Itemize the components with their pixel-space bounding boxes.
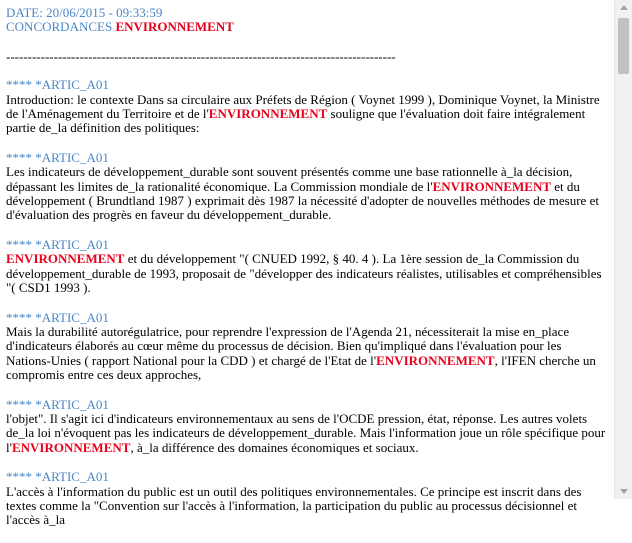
article-tag: **** *ARTIC_A01	[6, 396, 109, 412]
article-tag: **** *ARTIC_A01	[6, 309, 109, 325]
context-text: Introduction: le contexte Dans sa circulaire aux Préfets de Région ( Voynet 1999 ), Dominique Voynet, la Ministre de l'Aménagement du Territoire et de l'	[6, 91, 600, 122]
concordance-entry	[6, 151, 606, 223]
concordance-entry	[6, 311, 606, 383]
context-text: Les indicateurs de développement_durable sont souvent présentés comme une base rationnelle à_la décision, dépassant les limites de_la rationalité économique. La Commission mondiale de l'	[6, 164, 573, 194]
context-text: , à_la différence des domaines économiques et sociaux.	[130, 439, 419, 455]
article-tag: **** *ARTIC_A01	[6, 149, 109, 165]
concordance-entry	[6, 398, 606, 456]
context-text: souligne que l'évaluation doit faire intégralement partie de_la définition des politiques:	[6, 106, 586, 136]
scrollbar-thumb[interactable]	[618, 18, 629, 74]
keyword-highlight: ENVIRONNEMENT	[432, 178, 552, 194]
article-tag: **** *ARTIC_A01	[6, 236, 109, 252]
context-text: et du développement ( Brundtland 1987 ) exprimait dès 1987 la nécessité d'adopter de nouvelles méthodes de mesure et d'évaluation des progrès en faveur du développement_durable.	[6, 178, 599, 223]
concordances-title	[6, 20, 606, 34]
separator-line: ------------------------------------------------------------------------------------------	[6, 49, 396, 64]
concordance-text	[6, 252, 606, 295]
concordance-list	[6, 78, 606, 528]
concordance-text	[6, 412, 606, 455]
concordance-report	[6, 6, 606, 543]
concordance-entry	[6, 238, 606, 296]
context-text: l'objet". Il s'agit ici d'indicateurs environnementaux au sens de l'OCDE pression, état, réponse. Les autres volets de_la loi n'évoquent pas les indicateurs de développement_durable. Mais l'information joue un rôle spécifique pour l'	[6, 410, 606, 455]
vertical-scrollbar[interactable]	[614, 0, 632, 499]
keyword-highlight: ENVIRONNEMENT	[208, 106, 328, 122]
concordance-text	[6, 93, 606, 136]
keyword-highlight: ENVIRONNEMENT	[6, 251, 125, 267]
concordance-entry	[6, 78, 606, 136]
scroll-down-arrow-icon[interactable]	[620, 489, 628, 494]
context-text: , l'IFEN cherche un compromis entre ces deux approches,	[6, 352, 596, 383]
context-text: L'accès à l'information du public est un outil des politiques environnementales. Ce principe est inscrit dans des textes comme la "Convention sur l'accès à l'information, la participation du public au processus décisionnel et l'accès à_la	[6, 483, 582, 528]
report-date: DATE: 20/06/2015 - 09:33:59	[6, 5, 163, 20]
keyword-highlight: ENVIRONNEMENT	[376, 352, 495, 368]
keyword-highlight: ENVIRONNEMENT	[11, 439, 131, 455]
concordance-text	[6, 325, 606, 383]
scroll-up-arrow-icon[interactable]	[620, 5, 628, 10]
search-keyword: ENVIRONNEMENT	[115, 19, 234, 35]
concordances-label: CONCORDANCES	[6, 19, 113, 35]
context-text: Mais la durabilité autorégulatrice, pour reprendre l'expression de l'Agenda 21, nécessiterait la mise en_place d'indicateurs élaborés au cœur même du processus de décision. Bien qu'impliqué dans l'évaluation pour les Nations-Unies ( rapport National pour la CDD ) et chargé de l'Etat de l'	[6, 323, 570, 368]
article-tag: **** *ARTIC_A01	[6, 77, 109, 93]
article-tag: **** *ARTIC_A01	[6, 469, 109, 485]
concordance-text	[6, 485, 606, 528]
concordance-text	[6, 165, 606, 223]
context-text: et du développement "( CNUED 1992, § 40. 4 ). La 1ère session de_la Commission du développement_durable de 1993, proposait de "développer des indicateurs réalistes, utilisables et compréhensibles "( CSD1 1993 ).	[6, 251, 602, 296]
